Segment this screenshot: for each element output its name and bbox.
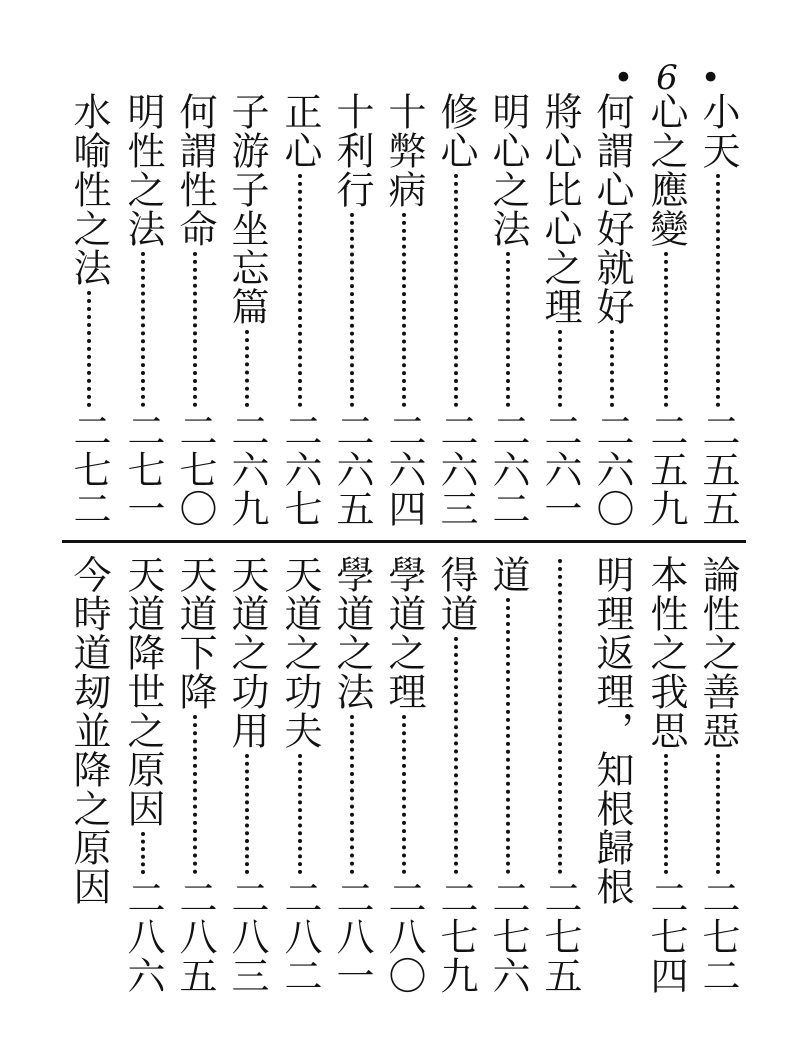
dot-leader [664, 252, 668, 407]
toc-entry-title: 子游子坐忘篇 [225, 92, 269, 326]
toc-entry-page: 二八三 [225, 878, 269, 995]
dot-leader [558, 559, 562, 874]
toc-entry-title: 正心 [278, 92, 322, 170]
toc-entry-page: 二七二 [696, 878, 740, 995]
toc-entry [327, 92, 377, 528]
toc-entry-page: 二八〇 [382, 878, 426, 995]
toc-entry-title: 修心 [434, 92, 478, 170]
toc-entry-title: 何謂性命 [173, 92, 217, 248]
dot-leader [454, 174, 458, 407]
toc-entry [170, 555, 220, 995]
toc-entry-page: 二六九 [225, 411, 269, 528]
toc-entry-page: 二八五 [173, 878, 217, 995]
dot-leader [245, 330, 249, 407]
dot-leader [87, 291, 91, 407]
toc-entry [693, 92, 743, 528]
dot-leader [141, 252, 145, 407]
dot-leader [716, 174, 720, 407]
toc-entry-page: 二七二 [67, 411, 111, 528]
toc-entry-title: 十利行 [330, 92, 374, 209]
toc-entry-title: 水喻性之法 [67, 92, 111, 287]
dot-leader [245, 754, 249, 874]
toc-entry [64, 92, 114, 528]
toc-entry [431, 92, 481, 528]
toc-entry-title: 將心比心之理 [538, 92, 582, 326]
toc-entry [587, 92, 637, 528]
dot-leader [506, 252, 510, 407]
dot-leader [454, 637, 458, 874]
toc-entry-page: 二五九 [644, 411, 688, 528]
dot-leader [350, 213, 354, 407]
toc-entry-page: 二六〇 [590, 411, 634, 528]
toc-entry [431, 555, 481, 995]
toc-entry-title: 今時道刼並降之原因 [67, 555, 111, 906]
dot-leader [506, 598, 510, 874]
dot-leader [193, 252, 197, 407]
dot-leader [350, 715, 354, 874]
toc-entry-page: 二七四 [644, 878, 688, 995]
toc-entry-page: 二六五 [330, 411, 374, 528]
toc-entry-page: 二五五 [696, 411, 740, 528]
toc-entry-page: 二七五 [538, 878, 582, 995]
toc-entry-title: 得道 [434, 555, 478, 633]
toc-entry-title: 小天 [696, 92, 740, 170]
toc-entry-title: 何謂心好就好 [590, 92, 634, 326]
toc-entry-title: 天道之功用 [225, 555, 269, 750]
toc-entry [483, 555, 533, 995]
dot-leader [193, 715, 197, 874]
toc-entry-title: 天道之功夫 [278, 555, 322, 750]
dot-leader [402, 213, 406, 407]
toc-entry [379, 555, 429, 995]
toc-entry [641, 92, 691, 528]
page-number: • 6 • [613, 58, 727, 98]
toc-entry-page: 二六三 [434, 411, 478, 528]
toc-entry-page: 二七〇 [173, 411, 217, 528]
dot-leader [610, 330, 614, 407]
toc-entry [222, 92, 272, 528]
toc-entry [275, 92, 325, 528]
toc-entry-title: 十弊病 [382, 92, 426, 209]
toc-entry-title: 本性之我思 [644, 555, 688, 750]
dot-leader [402, 715, 406, 874]
toc-entry [693, 555, 743, 995]
toc-entry [64, 555, 114, 995]
toc-entry-page: 二七六 [486, 878, 530, 995]
toc-entry [327, 555, 377, 995]
toc-entry-page: 二六四 [382, 411, 426, 528]
toc-entry-title: 天道降世之原因 [121, 555, 165, 828]
dot-leader [298, 174, 302, 407]
dot-leader [716, 754, 720, 874]
toc-entry-page: 二七九 [434, 878, 478, 995]
dot-leader [141, 832, 145, 874]
dot-leader [298, 754, 302, 874]
toc-entry [118, 555, 168, 995]
toc-entry-title: 學道之理 [382, 555, 426, 711]
toc-entry-page: 二七一 [121, 411, 165, 528]
toc-entry-page: 二八一 [330, 878, 374, 995]
toc-entry-title: 天道下降 [173, 555, 217, 711]
dot-leader [664, 754, 668, 874]
toc-entry [641, 555, 691, 995]
toc-entry-continuation [535, 555, 585, 995]
toc-entry [379, 92, 429, 528]
dot-leader [558, 330, 562, 407]
toc-entry-page: 二六七 [278, 411, 322, 528]
toc-entry-page: 二八二 [278, 878, 322, 995]
toc-entry [222, 555, 272, 995]
toc-entry-title-column [587, 555, 637, 995]
toc-entry [483, 92, 533, 528]
toc-entry-page: 二六二 [486, 411, 530, 528]
toc-entry [535, 92, 585, 528]
toc-entry [275, 555, 325, 995]
toc-entry-title: 明性之法 [121, 92, 165, 248]
toc-entry-page: 二六一 [538, 411, 582, 528]
toc-entry-title: 明心之法 [486, 92, 530, 248]
toc-entry-title: 道 [486, 555, 530, 594]
toc-entry [170, 92, 220, 528]
toc-entry-page: 二八六 [121, 878, 165, 995]
toc-entry [118, 92, 168, 528]
toc-entry-title: 明理返理，知根歸根 [590, 555, 634, 906]
section-divider [62, 540, 746, 543]
toc-entry-title: 心之應變 [644, 92, 688, 248]
toc-entry-title: 論性之善惡 [696, 555, 740, 750]
toc-entry-title: 學道之法 [330, 555, 374, 711]
